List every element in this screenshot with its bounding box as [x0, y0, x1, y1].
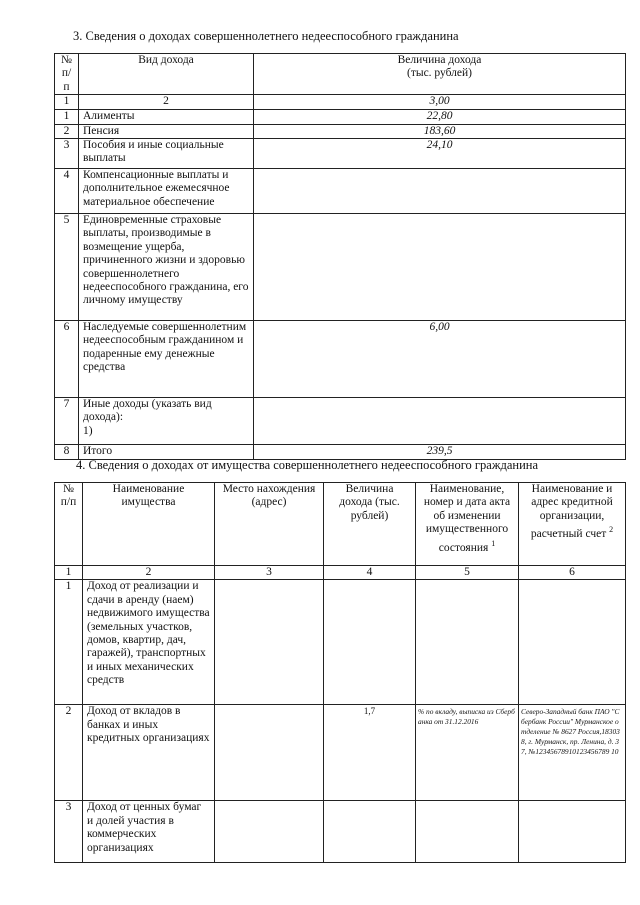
table-header-row: [55, 483, 626, 566]
row-num: 8: [55, 445, 79, 460]
row-income-type-item: 1): [83, 424, 93, 437]
table-row: [55, 705, 626, 801]
row-num: 2: [55, 705, 83, 801]
section4-heading: 4. Сведения о доходах от имущества совершеннолетнего недееспособного гражданина: [76, 458, 539, 472]
row-act: [416, 801, 519, 863]
row-income-amount: 183,60: [254, 124, 626, 138]
colnum: 3: [215, 566, 324, 580]
header-property-name: Наименование имущества: [83, 483, 215, 566]
row-income-amount: 22,80: [254, 109, 626, 124]
row-bank: Северо-Западный банк ПАО "Сбербанк России" Мурманское отделение № 8627 Россия,183038, г. Мурманск, пр. Ленина, д. 37, №12345678910123456789 10: [519, 705, 626, 801]
row-income-type: Алименты: [79, 109, 254, 124]
row-income-amount: [254, 169, 626, 214]
header-income-amount: Величина дохода (тыс. рублей): [324, 483, 416, 566]
row-num: 7: [55, 398, 79, 445]
table-row: [55, 139, 626, 169]
row-income-type: Единовременные страховые выплаты, производимые в возмещение ущерба, причиненного жизни и здоровью совершеннолетнего недееспособного гражданина, его личному имуществу: [79, 214, 254, 321]
column-number-row: [55, 566, 626, 580]
header-income-type: Вид дохода: [79, 54, 254, 95]
row-location: [215, 801, 324, 863]
row-property-name: Доход от вкладов в банках и иных кредитных организациях: [83, 705, 215, 801]
table-row: [55, 321, 626, 398]
table-header-row: [55, 54, 626, 95]
table-row: [55, 169, 626, 214]
table-row: [55, 580, 626, 705]
row-num: 4: [55, 169, 79, 214]
row-bank: [519, 801, 626, 863]
colnum: 5: [416, 566, 519, 580]
header-bank-text: Наименование и адрес кредитной организации, расчетный счет: [530, 483, 613, 541]
header-num: № п/п: [55, 54, 79, 95]
colnum: 3,00: [254, 95, 626, 109]
row-income-amount: 6,00: [254, 321, 626, 398]
property-income-table: [54, 482, 626, 863]
colnum: 2: [83, 566, 215, 580]
header-income-amount: [254, 54, 626, 95]
colnum: 1: [55, 566, 83, 580]
income-table: [54, 53, 626, 460]
row-income-amount: [254, 398, 626, 445]
table-row: [55, 214, 626, 321]
row-income-type-text: Иные доходы (указать вид дохода):: [83, 398, 212, 424]
row-num: 1: [55, 109, 79, 124]
header-location: Место нахождения (адрес): [215, 483, 324, 566]
row-property-name: Доход от ценных бумаг и долей участия в коммерческих организациях: [83, 801, 215, 863]
row-income-type: Итого: [79, 445, 254, 460]
header-num: № п/п: [55, 483, 83, 566]
section3-heading: 3. Сведения о доходах совершеннолетнего недееспособного гражданина: [73, 29, 459, 43]
row-num: 1: [55, 580, 83, 705]
footnote-2: 2: [609, 525, 614, 535]
row-income-amount: 24,10: [254, 139, 626, 169]
row-num: 3: [55, 801, 83, 863]
header-amount-line2: (тыс. рублей): [406, 67, 473, 80]
row-income-amount: [254, 214, 626, 321]
row-income-amount: [324, 580, 416, 705]
row-num: 6: [55, 321, 79, 398]
row-act: % по вкладу, выписка из Сбербанка от 31.12.2016: [416, 705, 519, 801]
colnum: 4: [324, 566, 416, 580]
row-act: [416, 580, 519, 705]
row-income-amount: 1,7: [324, 705, 416, 801]
row-income-type: Пенсия: [79, 124, 254, 138]
row-income-amount: 239,5: [254, 445, 626, 460]
row-location: [215, 705, 324, 801]
row-bank: [519, 580, 626, 705]
table-row: [55, 398, 626, 445]
colnum: 6: [519, 566, 626, 580]
row-num: 3: [55, 139, 79, 169]
row-income-type: Компенсационные выплаты и дополнительное ежемесячное материальное обеспечение: [79, 169, 254, 214]
colnum: 2: [79, 95, 254, 109]
header-act-text: Наименование, номер и дата акта об изменении имущественного состояния: [423, 483, 511, 554]
row-location: [215, 580, 324, 705]
header-act: [416, 483, 519, 566]
row-income-type: Наследуемые совершеннолетним недееспособным гражданином и подаренные ему денежные средства: [79, 321, 254, 398]
header-amount-line1: Величина дохода: [397, 54, 482, 66]
row-num: 5: [55, 214, 79, 321]
row-income-type: [79, 398, 254, 445]
row-num: 2: [55, 124, 79, 138]
table-row: [55, 124, 626, 138]
footnote-1: 1: [491, 538, 496, 548]
column-number-row: [55, 95, 626, 109]
table-row: [55, 109, 626, 124]
row-income-type: Пособия и иные социальные выплаты: [79, 139, 254, 169]
row-income-amount: [324, 801, 416, 863]
header-bank: [519, 483, 626, 566]
table-row: [55, 801, 626, 863]
row-property-name: Доход от реализации и сдачи в аренду (наем) недвижимого имущества (земельных участков, домов, квартир, дач, гаражей), транспортных и иных механических средств: [83, 580, 215, 705]
colnum: 1: [55, 95, 79, 109]
